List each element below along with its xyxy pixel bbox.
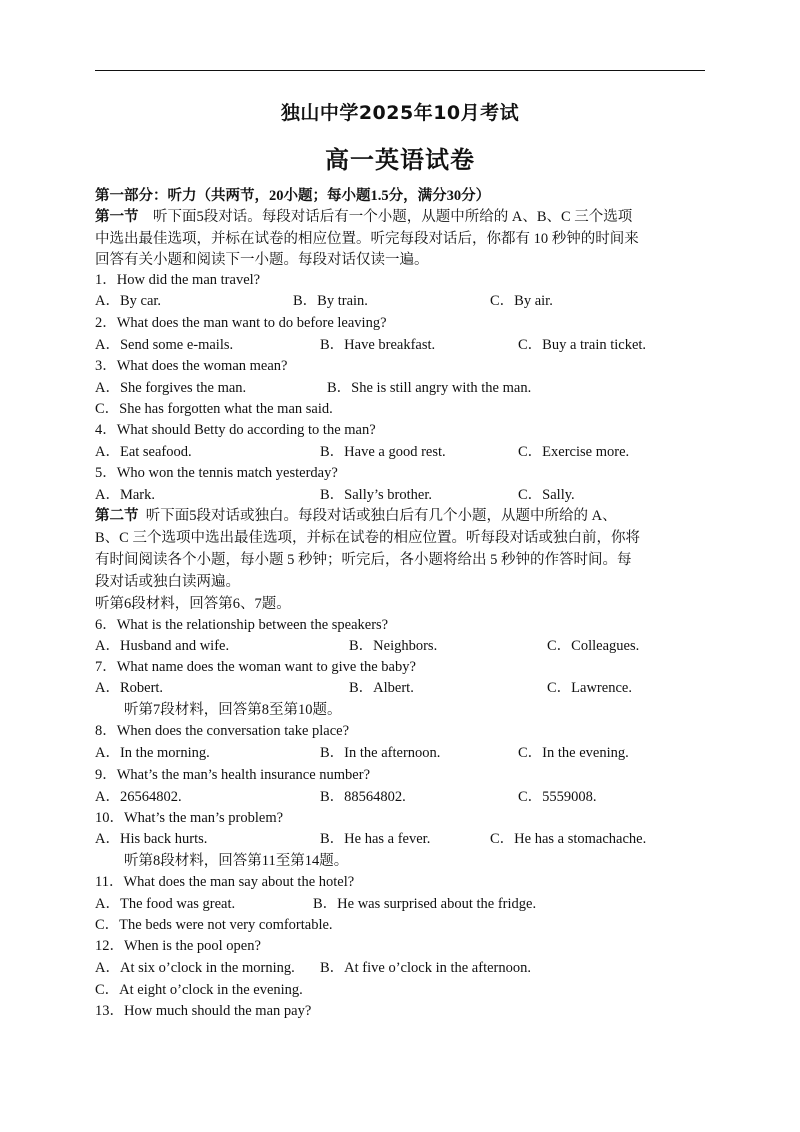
q3-option-a: A．She forgives the man. [95, 380, 247, 396]
q7-option-b: B．Albert. [349, 680, 414, 696]
q10-option-c: C．He has a stomachache. [490, 831, 647, 847]
q7-option-c: C．Lawrence. [547, 680, 632, 696]
q1-option-b: B．By train. [293, 293, 368, 309]
q4-stem: 4．What should Betty do according to the man? [95, 422, 376, 438]
q12-option-a: A．At six o’clock in the morning. [95, 960, 295, 976]
section1-instr-line2: 中选出最佳选项，并标在试卷的相应位置。听完每段对话后，你都有 10 秒钟的时间来 [95, 231, 639, 247]
q6-stem: 6．What is the relationship between the speakers? [95, 617, 389, 633]
q1-option-c: C．By air. [490, 293, 553, 309]
top-rule [95, 70, 705, 71]
q6-option-c: C．Colleagues. [547, 638, 640, 654]
q7-option-a: A．Robert. [95, 680, 164, 696]
section1-instr-line1: 听下面5段对话。每段对话后有一个小题，从题中所给的 A、B、C 三个选项 [153, 209, 633, 225]
section1-instructions [95, 207, 632, 228]
q9-option-b: B．88564802. [320, 789, 406, 805]
q12-option-c: C．At eight o’clock in the evening. [95, 982, 303, 998]
q8-option-a: A．In the morning. [95, 745, 210, 761]
exam-school-title: 独山中学2025年10月考试 [280, 102, 520, 124]
material-8-note: 听第8段材料，回答第11至第14题。 [124, 853, 349, 869]
q2-stem: 2．What does the man want to do before leaving? [95, 315, 387, 331]
section2-instr-line2: B、C 三个选项中选出最佳选项，并标在试卷的相应位置。听每段对话或独白前，你将 [95, 530, 640, 546]
q2-option-a: A．Send some e-mails. [95, 337, 234, 353]
q2-option-b: B．Have breakfast. [320, 337, 436, 353]
q6-option-b: B．Neighbors. [349, 638, 438, 654]
q4-option-b: B．Have a good rest. [320, 444, 446, 460]
q5-option-c: C．Sally. [518, 487, 575, 503]
q5-option-b: B．Sally’s brother. [320, 487, 432, 503]
paper-title: 高一英语试卷 [325, 146, 475, 174]
q12-stem: 12．When is the pool open? [95, 938, 261, 954]
section2-instructions [95, 506, 617, 527]
q4-option-a: A．Eat seafood. [95, 444, 192, 460]
q12-option-b: B．At five o’clock in the afternoon. [320, 960, 531, 976]
q8-option-b: B．In the afternoon. [320, 745, 441, 761]
q9-option-c: C．5559008. [518, 789, 597, 805]
q3-option-b: B．She is still angry with the man. [327, 380, 532, 396]
q1-stem: 1．How did the man travel? [95, 272, 261, 288]
q5-option-a: A．Mark. [95, 487, 156, 503]
q1-option-a: A．By car. [95, 293, 162, 309]
section1-label: 第一节 [95, 209, 139, 225]
q6-option-a: A．Husband and wife. [95, 638, 230, 654]
q5-stem: 5．Who won the tennis match yesterday? [95, 465, 338, 481]
q7-stem: 7．What name does the woman want to give the baby? [95, 659, 416, 675]
material-6-note: 听第6段材料，回答第6、7题。 [95, 596, 291, 612]
q11-option-c: C．The beds were not very comfortable. [95, 917, 333, 933]
section2-instr-line1: 听下面5段对话或独白。每段对话或独白后有几个小题，从题中所给的 A、 [145, 508, 617, 524]
q11-option-b: B．He was surprised about the fridge. [313, 896, 537, 912]
q9-option-a: A．26564802. [95, 789, 182, 805]
q13-stem: 13．How much should the man pay? [95, 1003, 312, 1019]
section2-instr-line3: 有时间阅读各个小题，每小题 5 秒钟；听完后，各小题将给出 5 秒钟的作答时间。每 [95, 552, 632, 568]
q2-option-c: C．Buy a train ticket. [518, 337, 647, 353]
q3-option-c: C．She has forgotten what the man said. [95, 401, 333, 417]
q10-option-b: B．He has a fever. [320, 831, 431, 847]
q3-stem: 3．What does the woman mean? [95, 358, 288, 374]
q11-stem: 11．What does the man say about the hotel? [95, 874, 355, 890]
section1-instr-line3: 回答有关小题和阅读下一小题。每段对话仅读一遍。 [95, 252, 429, 268]
material-7-note: 听第7段材料，回答第8至第10题。 [124, 702, 342, 718]
q10-stem: 10．What’s the man’s problem? [95, 810, 284, 826]
q8-stem: 8．When does the conversation take place? [95, 723, 350, 739]
q8-option-c: C．In the evening. [518, 745, 629, 761]
q10-option-a: A．His back hurts. [95, 831, 208, 847]
q4-option-c: C．Exercise more. [518, 444, 630, 460]
part1-heading: 第一部分：听力（共两节，20小题；每小题1.5分，满分30分） [95, 188, 491, 204]
section2-label: 第二节 [95, 508, 139, 524]
q9-stem: 9．What’s the man’s health insurance number? [95, 767, 371, 783]
q11-option-a: A．The food was great. [95, 896, 236, 912]
section2-instr-line4: 段对话或独白读两遍。 [95, 574, 240, 590]
